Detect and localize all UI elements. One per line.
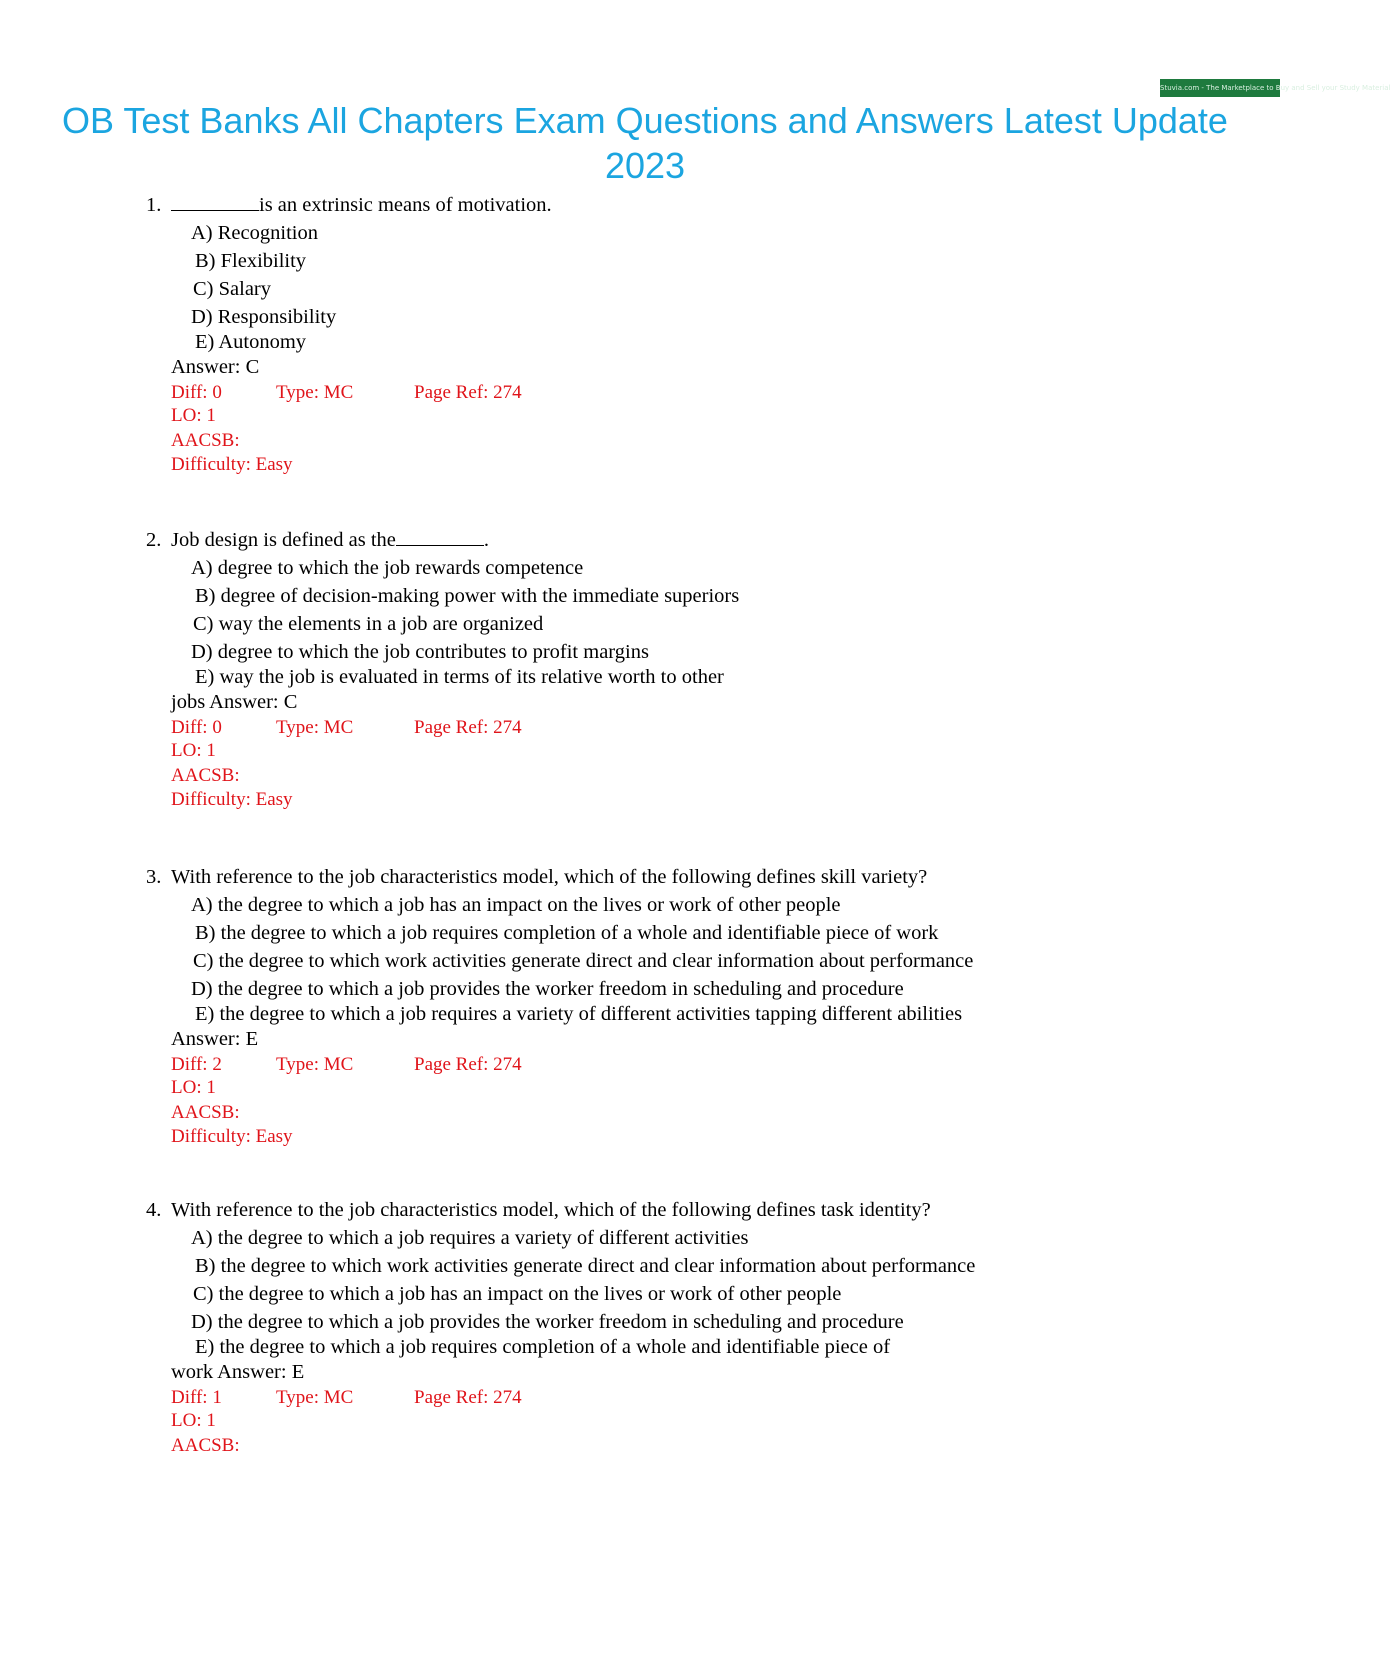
question-number: 2. [146, 529, 162, 551]
question-stem [171, 527, 489, 553]
diff-meta: Diff: 2 [171, 1054, 222, 1075]
option-c: C) the degree to which a job has an impact on the lives or work of other people [193, 1283, 842, 1305]
option-e: E) the degree to which a job requires completion of a whole and identifiable piece of [195, 1336, 891, 1358]
option-b: B) the degree to which work activities generate direct and clear information about performance [195, 1255, 976, 1277]
answer-blank [396, 528, 484, 546]
option-b: B) the degree to which a job requires completion of a whole and identifiable piece of work [195, 922, 939, 944]
option-d: D) degree to which the job contributes to profit margins [191, 641, 649, 663]
type-meta: Type: MC [276, 382, 354, 403]
page-ref-meta: Page Ref: 274 [414, 1054, 522, 1075]
option-c: C) way the elements in a job are organized [193, 613, 544, 635]
option-c: C) the degree to which work activities generate direct and clear information about performance [193, 950, 974, 972]
page-ref-meta: Page Ref: 274 [414, 382, 522, 403]
answer-line: jobs Answer: C [171, 691, 298, 713]
lo-meta: LO: 1 [171, 405, 216, 426]
option-e: E) way the job is evaluated in terms of its relative worth to other [195, 666, 724, 688]
option-a: A) Recognition [191, 222, 318, 244]
page-title: OB Test Banks All Chapters Exam Questions and Answers Latest Update 2023 [62, 100, 1228, 186]
aacsb-meta: AACSB: [171, 765, 240, 786]
option-b: B) Flexibility [195, 250, 307, 272]
type-meta: Type: MC [276, 1054, 354, 1075]
answer-line: work Answer: E [171, 1361, 305, 1383]
diff-meta: Diff: 0 [171, 382, 222, 403]
aacsb-meta: AACSB: [171, 1435, 240, 1456]
page-ref-meta: Page Ref: 274 [414, 717, 522, 738]
lo-meta: LO: 1 [171, 1077, 216, 1098]
lo-meta: LO: 1 [171, 740, 216, 761]
option-e: E) the degree to which a job requires a variety of different activities tapping different abilities [195, 1003, 963, 1025]
diff-meta: Diff: 1 [171, 1387, 222, 1408]
difficulty-meta: Difficulty: Easy [171, 789, 293, 810]
option-a: A) degree to which the job rewards competence [191, 557, 584, 579]
question-number: 1. [146, 194, 162, 216]
type-meta: Type: MC [276, 717, 354, 738]
page-ref-meta: Page Ref: 274 [414, 1387, 522, 1408]
answer-line: Answer: E [171, 1028, 259, 1050]
difficulty-meta: Difficulty: Easy [171, 454, 293, 475]
option-c: C) Salary [193, 278, 271, 300]
option-e: E) Autonomy [195, 331, 307, 353]
option-a: A) the degree to which a job requires a variety of different activities [191, 1227, 749, 1249]
stem-text: Job design is defined as the [171, 529, 396, 551]
question-number: 4. [146, 1199, 162, 1221]
answer-line: Answer: C [171, 356, 260, 378]
difficulty-meta: Difficulty: Easy [171, 1126, 293, 1147]
question-stem [171, 192, 552, 218]
stem-text-end: . [483, 529, 490, 551]
stuvia-badge: Stuvia.com - The Marketplace to Buy and Sell your Study Material [1160, 79, 1280, 97]
diff-meta: Diff: 0 [171, 717, 222, 738]
option-a: A) the degree to which a job has an impact on the lives or work of other people [191, 894, 841, 916]
question-number: 3. [146, 866, 162, 888]
option-d: D) the degree to which a job provides the worker freedom in scheduling and procedure [191, 978, 904, 1000]
option-d: D) the degree to which a job provides the worker freedom in scheduling and procedure [191, 1311, 904, 1333]
answer-blank [171, 193, 259, 211]
question-stem: With reference to the job characteristics model, which of the following defines skill variety? [171, 866, 928, 888]
stem-text: is an extrinsic means of motivation. [259, 194, 552, 216]
aacsb-meta: AACSB: [171, 1102, 240, 1123]
question-stem: With reference to the job characteristics model, which of the following defines task identity? [171, 1199, 931, 1221]
lo-meta: LO: 1 [171, 1410, 216, 1431]
option-b: B) degree of decision-making power with the immediate superiors [195, 585, 740, 607]
type-meta: Type: MC [276, 1387, 354, 1408]
option-d: D) Responsibility [191, 306, 337, 328]
aacsb-meta: AACSB: [171, 430, 240, 451]
